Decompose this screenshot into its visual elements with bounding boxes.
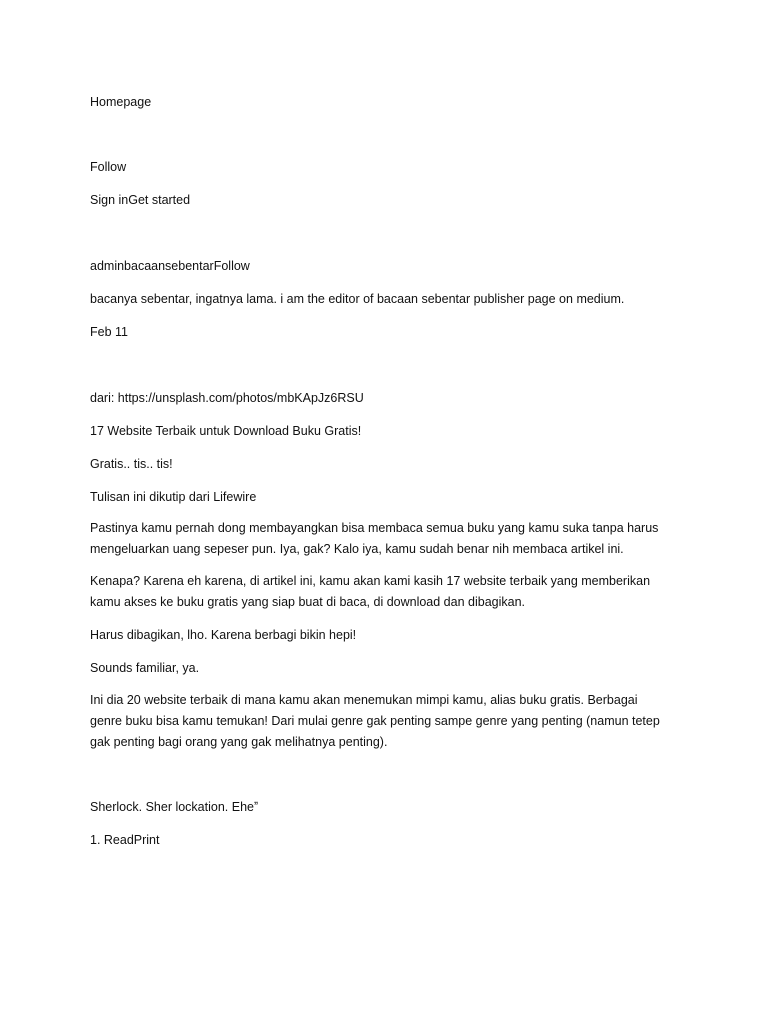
sign-in-get-started[interactable]: Sign inGet started [90,193,191,207]
paragraph-intro [90,518,680,560]
paragraph-line: Pastinya kamu pernah dong membayangkan bisa membaca semua buku yang kamu suka tanpa harus [90,521,659,535]
source-note: Tulisan ini dikutip dari Lifewire [90,490,257,504]
paragraph-line: mengeluarkan uang sepeser pun. Iya, gak? Kalo iya, kamu sudah benar nih membaca artikel ini. [90,542,624,556]
image-caption: Sherlock. Sher lockation. Eheˮ [90,800,259,814]
paragraph-list-intro [90,690,680,753]
share-line: Harus dibagikan, lho. Karena berbagi bikin hepi! [90,628,357,642]
section-heading: 1. ReadPrint [90,833,160,847]
paragraph-line: Ini dia 20 website terbaik di mana kamu akan menemukan mimpi kamu, alias buku gratis. Berbagai [90,693,638,707]
paragraph-line: gak penting bagi orang yang gak melihatnya penting). [90,735,388,749]
post-date: Feb 11 [90,325,128,339]
familiar-line: Sounds familiar, ya. [90,661,200,675]
paragraph-line: Kenapa? Karena eh karena, di artikel ini, kamu akan kami kasih 17 website terbaik yang memberikan [90,574,651,588]
author-bio: bacanya sebentar, ingatnya lama. i am the editor of bacaan sebentar publisher page on medium. [90,292,625,306]
follow-link[interactable]: Follow [90,160,127,174]
image-credit: dari: https://unsplash.com/photos/mbKApJz6RSU [90,391,364,405]
author-follow[interactable]: adminbacaansebentarFollow [90,259,250,273]
paragraph-reason [90,571,680,613]
paragraph-line: genre buku bisa kamu temukan! Dari mulai genre gak penting sampe genre yang penting (namun tetep [90,714,660,728]
paragraph-line: kamu akses ke buku gratis yang siap buat di baca, di download dan dibagikan. [90,595,526,609]
homepage-link[interactable]: Homepage [90,95,152,109]
article-subtitle: Gratis.. tis.. tis! [90,457,173,471]
article-title: 17 Website Terbaik untuk Download Buku Gratis! [90,424,362,438]
